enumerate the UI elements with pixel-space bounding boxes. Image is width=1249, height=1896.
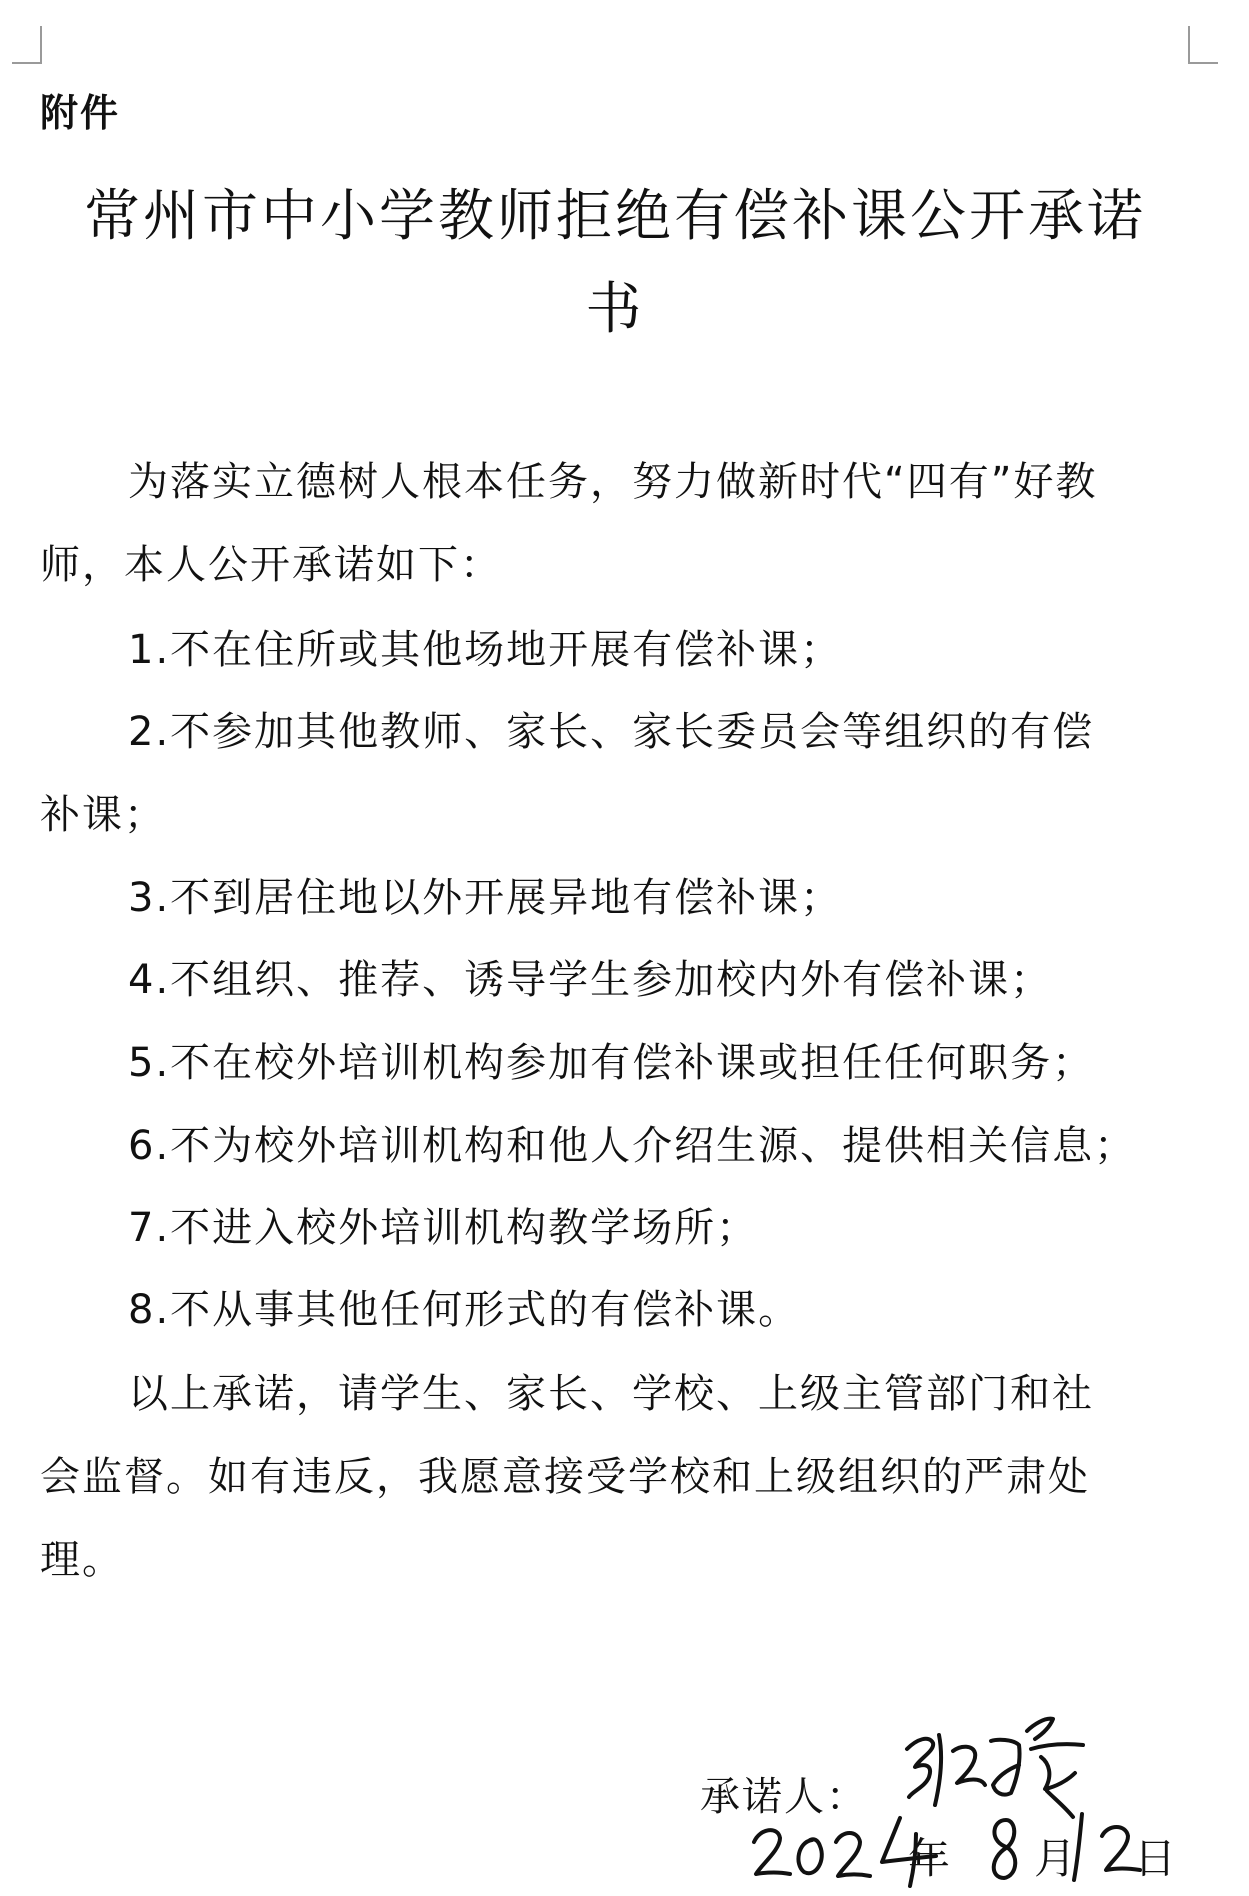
closing-line-1: 以上承诺，请学生、家长、学校、上级主管部门和社: [128, 1371, 1094, 1417]
attachment-label: 附件: [40, 91, 121, 135]
intro-line-2: 师，本人公开承诺如下：: [40, 542, 502, 588]
crop-mark-top-right: [1188, 26, 1218, 64]
pledge-item-2-line-1: 2.不参加其他教师、家长、家长委员会等组织的有偿: [128, 709, 1095, 755]
date-day-unit: 日: [1134, 1834, 1177, 1883]
pledge-item-5: 5.不在校外培训机构参加有偿补课或担任任何职务；: [128, 1040, 1095, 1086]
pledge-item-2-line-2: 补课；: [40, 792, 166, 838]
document-title-line-2: 书: [585, 277, 645, 342]
pledge-item-8: 8.不从事其他任何形式的有偿补课。: [128, 1287, 801, 1333]
pledge-item-4: 4.不组织、推荐、诱导学生参加校内外有偿补课；: [128, 957, 1053, 1003]
pledge-item-6: 6.不为校外培训机构和他人介绍生源、提供相关信息；: [128, 1123, 1137, 1169]
pledge-item-7: 7.不进入校外培训机构教学场所；: [128, 1205, 759, 1251]
intro-line-1: 为落实立德树人根本任务，努力做新时代“四有”好教: [128, 459, 1098, 505]
date-month-unit: 月: [1034, 1834, 1077, 1883]
pledge-item-3: 3.不到居住地以外开展异地有偿补课；: [128, 875, 843, 921]
closing-line-2: 会监督。如有违反，我愿意接受学校和上级组织的严肃处: [40, 1454, 1090, 1500]
closing-line-3: 理。: [40, 1537, 124, 1583]
document-title-line-1: 常州市中小学教师拒绝有偿补课公开承诺: [84, 184, 1146, 249]
crop-mark-top-left: [12, 26, 42, 64]
handwritten-month: [982, 1814, 1028, 1886]
pledger-label: 承诺人：: [700, 1774, 868, 1820]
pledge-item-1: 1.不在住所或其他场地开展有偿补课；: [128, 627, 843, 673]
signing-date: [750, 1800, 1180, 1896]
date-year-unit: 年: [908, 1834, 951, 1883]
